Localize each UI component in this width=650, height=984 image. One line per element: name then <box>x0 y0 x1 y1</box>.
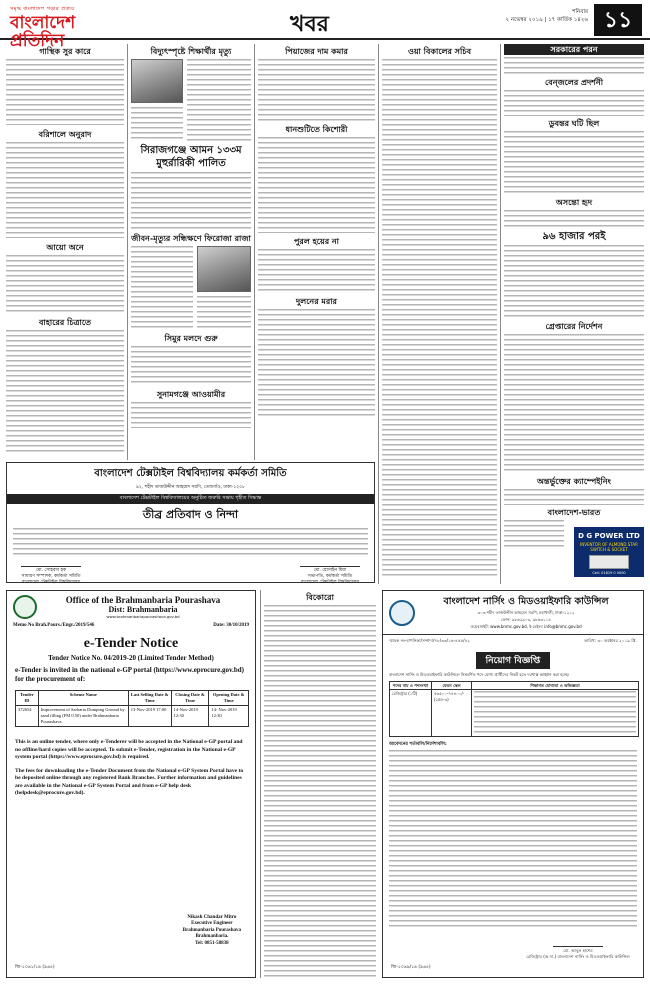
post-name: রেজিস্ট্রার (১টি) <box>390 690 432 737</box>
column-5 <box>504 44 644 550</box>
tender-memo: Memo No Brah.Pours./Engr./2019/546 <box>13 623 95 628</box>
column-header: Last Selling Date & Time <box>128 691 171 706</box>
article-headline[interactable]: গাস্থিক সুর কারে <box>39 46 91 56</box>
article-body <box>6 59 124 125</box>
article-body <box>131 402 251 428</box>
issue-date-text: ২ নভেম্বর ২০১৯ | ১৭ কার্তিক ১৪২৬ <box>505 17 588 23</box>
article-headline[interactable]: অন্তর্ভুক্তের ক্যাম্পেইনিং <box>537 476 611 486</box>
article-body <box>504 90 644 116</box>
newspaper-logo[interactable] <box>10 6 130 50</box>
table-row <box>390 690 639 737</box>
council-signature <box>523 942 633 959</box>
ad-reference: জি-১০৬১/১৯ (৯৬৫) <box>15 965 55 970</box>
signer-role: Executive Engineer <box>191 921 233 926</box>
ad-address: ৯২, শহীদ তাজউদ্দীন আহমেদ সরণি, তেজগাঁও, ঢাকা-১২০৮ <box>135 485 246 490</box>
council-name: বাংলাদেশ নার্সিং ও মিডওয়াইফারি কাউন্সিল <box>443 596 609 607</box>
council-memo-date: তারিখ: ৩০ অক্টোবর ২০১৯ খ্রি. <box>584 638 637 643</box>
pay-scale: ৫৬৫০০-৭৪৪০০/- (গ্রেড-৩) <box>432 690 472 737</box>
tender-title: e-Tender Notice <box>83 636 179 651</box>
signer-phone: Tel: 0851-58838 <box>195 940 229 946</box>
article-headline[interactable]: বিকোরো <box>306 592 334 602</box>
article-headline[interactable]: পিয়াজের দাম কমার <box>285 46 348 56</box>
article-headline[interactable]: দুলনের মরার <box>296 296 337 306</box>
column-2 <box>131 46 251 428</box>
issue-date <box>506 8 589 24</box>
municipality-seal-icon <box>13 595 37 619</box>
signature-mark <box>21 562 81 567</box>
signature-left <box>21 562 81 586</box>
dg-power-ad[interactable] <box>574 527 644 577</box>
column-divider <box>260 590 261 978</box>
selling-date: 13-Nov-2019 17:00 <box>128 706 171 727</box>
column-divider <box>127 44 128 460</box>
table-header-row <box>390 681 639 690</box>
column-header: বেতন স্কেল <box>432 681 472 690</box>
column-divider <box>500 44 501 584</box>
column-header: Scheme Name <box>38 691 128 706</box>
column-header: পদের নাম ও পদসংখ্যা <box>390 681 432 690</box>
article-headline[interactable]: গ্রেপ্তারের নির্দেশন <box>545 321 603 331</box>
job-intro: বাংলাদেশ নার্সিং ও মিডওয়াইফারি কাউন্সিলে নিম্নবর্ণিত পদে যোগ্য প্রার্থীদের নিকট হতে দরখাস্ত আহ্বান করা হচ্ছে। <box>389 672 570 677</box>
tender-invite: e-Tender is invited in the national e-GP portal (https://www.eprocure.gov.bd) for the procurement of: <box>15 666 245 683</box>
article-body <box>258 309 375 417</box>
logo-tagline: সমৃদ্ধ বাংলাদেশ গড়ার প্রত্যয় <box>10 6 75 12</box>
article-body <box>504 245 644 319</box>
article-body <box>382 59 497 579</box>
article-headline[interactable]: বরিশালে অনুরাদ <box>38 129 92 139</box>
article-headline[interactable]: সিমুর মলদে গুরু <box>164 333 218 343</box>
article-headline[interactable]: সিরাজগঞ্জে আমন ১৩৩ম মুহুর্রারিকী পালিত <box>140 145 242 169</box>
column-header: Opening Date & Time <box>209 691 249 706</box>
ad-tagline: INVENTOR OF ALMOND STAR SWITCH & SOCKET <box>580 542 638 552</box>
column-3-lower <box>264 592 376 977</box>
article-body <box>131 107 183 141</box>
tender-office: Office of the Brahmanbaria Pourashava <box>65 595 221 605</box>
article-headline[interactable]: ৯৬ হাজার পরই <box>542 231 606 242</box>
article-body <box>258 249 375 293</box>
column-1 <box>6 46 124 452</box>
tender-signature <box>183 915 241 948</box>
tender-notice-no: Tender Notice No. 04/2019-20 (Limited Tender Method) <box>48 654 214 662</box>
portrait-photo <box>197 246 251 292</box>
article-headline[interactable]: আয়ো অনে <box>46 242 84 252</box>
article-body <box>6 330 124 452</box>
signer-role: রেজিস্ট্রার (অ.দা.) বাংলাদেশ নার্সিং ও মিডওয়াইফারি কাউন্সিল <box>526 953 630 959</box>
column-3 <box>258 46 375 417</box>
column-header: Closing Date & Time <box>171 691 209 706</box>
signer-name: মো. সোহরাব হক <box>35 568 67 573</box>
signer-org: বাংলাদেশ টেক্সটাইল বিশ্ববিদ্যালয় <box>21 580 81 585</box>
page-number: ১১ <box>594 4 642 36</box>
ad-body <box>13 528 368 558</box>
scheme-name: Improvement of Sarbaria Dumping Ground by sand filling (FM 0.50) under Brahmanbaria Pourashava. <box>38 706 128 727</box>
job-table <box>389 681 639 738</box>
article-headline[interactable]: বিদ্যুৎস্পৃষ্টে শিক্ষার্থীর মৃত্যু <box>150 46 232 56</box>
article-body <box>131 246 193 330</box>
article-body <box>504 489 644 505</box>
article-body <box>264 605 376 977</box>
news-photo <box>131 59 183 103</box>
ad-subtitle: বাংলাদেশ টেক্সটাইল বিশ্ববিদ্যালয়ের অনুষ্ঠিত জরুরি সভায় গৃহীত সিদ্ধান্ত <box>7 494 374 504</box>
job-notice-title: নিয়োগ বিজ্ঞপ্তি <box>476 652 551 669</box>
tender-id: 372654 <box>16 706 39 727</box>
ad-brand: D G POWER LTD <box>578 532 640 540</box>
council-address: ৩০৩ শহীদ তাজউদ্দীন আহমেদ সরণি, মহাখালী, ঢাকা-১২১২ <box>477 610 575 615</box>
tender-date: Date: 30/10/2019 <box>213 623 249 628</box>
article-body <box>504 520 564 550</box>
article-body <box>187 59 251 141</box>
column-divider <box>378 44 379 584</box>
council-web: ওয়েবসাইট: www.bnmc.gov.bd, ই-মেইল: info@bnmc.gov.bd <box>470 624 582 629</box>
article-body <box>131 346 251 386</box>
article-body <box>504 57 644 75</box>
article-headline[interactable]: বাংলাদেশ-ভারত <box>547 507 601 517</box>
table-header-row <box>16 691 249 706</box>
article-headline[interactable]: সরকারের পরন <box>504 44 644 55</box>
ad-reference: জি-১০৬৯/১৯ (৯৬৫) <box>391 965 431 970</box>
article-body <box>131 172 251 230</box>
signature-mark <box>553 942 603 947</box>
signer-role: সভাপতি, কর্মকর্তা সমিতি <box>307 574 353 579</box>
signer-name: মো. হোসাইন মিয়া <box>313 568 347 573</box>
signature-mark <box>300 562 360 567</box>
signer-org: বাংলাদেশ টেক্সটাইল বিশ্ববিদ্যালয় <box>300 580 360 585</box>
signer-place: Brahmanbaria. <box>195 934 229 939</box>
signer-name: মো. আবুল হাশেম <box>563 948 593 953</box>
column-header: Tender ID <box>16 691 39 706</box>
article-headline[interactable]: বেন্জলের প্রদর্শনী <box>545 77 603 87</box>
article-headline[interactable]: বাহারের চিত্রাতে <box>38 317 92 327</box>
council-phone: ফোন: ৯৮৬২৯০৩, ৯৮৬৩১১৪ <box>501 617 551 622</box>
article-headline[interactable]: জীবন-মৃত্যুর সন্ধিক্ষণে ফিরোজা রাজা <box>131 233 251 243</box>
column-header: শিক্ষাগত যোগ্যতা ও অভিজ্ঞতা <box>472 681 639 690</box>
conditions-list <box>389 750 637 928</box>
column-4 <box>382 46 497 579</box>
article-body <box>6 142 124 238</box>
tender-website: www.brahmanbariapourashava.gov.bd <box>106 614 180 619</box>
opening-date: 14- Nov-2019 12:30 <box>209 706 249 727</box>
column-divider <box>254 44 255 460</box>
article-body <box>504 334 644 474</box>
article-headline[interactable]: সুনামগঞ্জে আওয়ামীর <box>156 389 226 399</box>
article-body <box>504 210 644 228</box>
tender-district: Dist: Brahmanbaria <box>108 605 178 614</box>
article-headline[interactable]: ধানশুটিতে কিশোরী <box>285 124 348 134</box>
switch-icon <box>589 555 629 569</box>
article-headline[interactable]: অসন্তো হৃদ <box>555 197 593 207</box>
tender-note-2: The fees for downloading the e-Tender Document from the National e-GP System Portal have to be deposited online through any registered Bank Branches. Further information and guidelines are available in the National e-GP System Portal and from e-GP help desk (helpdesk@eprocure.gov.bd). <box>15 767 244 796</box>
textile-union-ad[interactable] <box>6 462 375 583</box>
table-row <box>16 706 249 727</box>
section-title: খবর <box>290 11 329 37</box>
ad-phone: Cell: 01819 0 0000 <box>592 571 626 575</box>
nursing-council-ad[interactable] <box>382 590 644 978</box>
article-body <box>504 131 644 195</box>
conditions-heading: আবেদনের শর্তাবলি/নির্দেশাবলি: <box>389 742 447 747</box>
article-body <box>258 59 375 121</box>
article-body <box>6 255 124 313</box>
qualification-text <box>474 691 636 735</box>
signature-right <box>300 562 360 586</box>
article-body <box>258 137 375 233</box>
council-logo-icon <box>389 600 415 626</box>
tender-table <box>15 690 249 727</box>
issue-day: শনিবার <box>572 9 588 15</box>
article-body <box>197 296 251 330</box>
signer-org: Brahmanbaria Pourashava <box>182 927 241 933</box>
tender-note-1: This is an online tender, where only e-Tenderer will be accepted in the National e-GP portal and no offline/hard copies will be accepted. To submit e-Tender, registration in the National e-GP system portal (https://www.eprocure.gov.bd) is required. <box>15 739 243 760</box>
signer-name: Nikash Chandar Mitro <box>187 914 237 920</box>
e-tender-ad[interactable] <box>6 590 256 978</box>
signer-role: সাধারণ সম্পাদক, কর্মকর্তা সমিতি <box>21 574 81 579</box>
council-memo: স্মারক নং-বাপনিকা/সম্প্রদা/৭৮/৩৩/১৬-৪৫৫/৪২ <box>389 638 471 643</box>
ad-headline: তীব্র প্রতিবাদ ও নিন্দা <box>142 508 239 521</box>
logo-name: বাংলাদেশ প্রতিদিন <box>10 13 76 51</box>
ad-org-title: বাংলাদেশ টেক্সটাইল বিশ্ববিদ্যালয় কর্মকর্তা সমিতি <box>94 468 287 479</box>
article-headline[interactable]: ওয়া বিকালের সচিব <box>407 46 472 56</box>
closing-date: 14-Nov-2019 12:30 <box>171 706 209 727</box>
article-headline[interactable]: পুরল হয়ের না <box>294 236 339 246</box>
article-headline[interactable]: ডুবন্তর ঘটি ছিল <box>548 118 600 128</box>
